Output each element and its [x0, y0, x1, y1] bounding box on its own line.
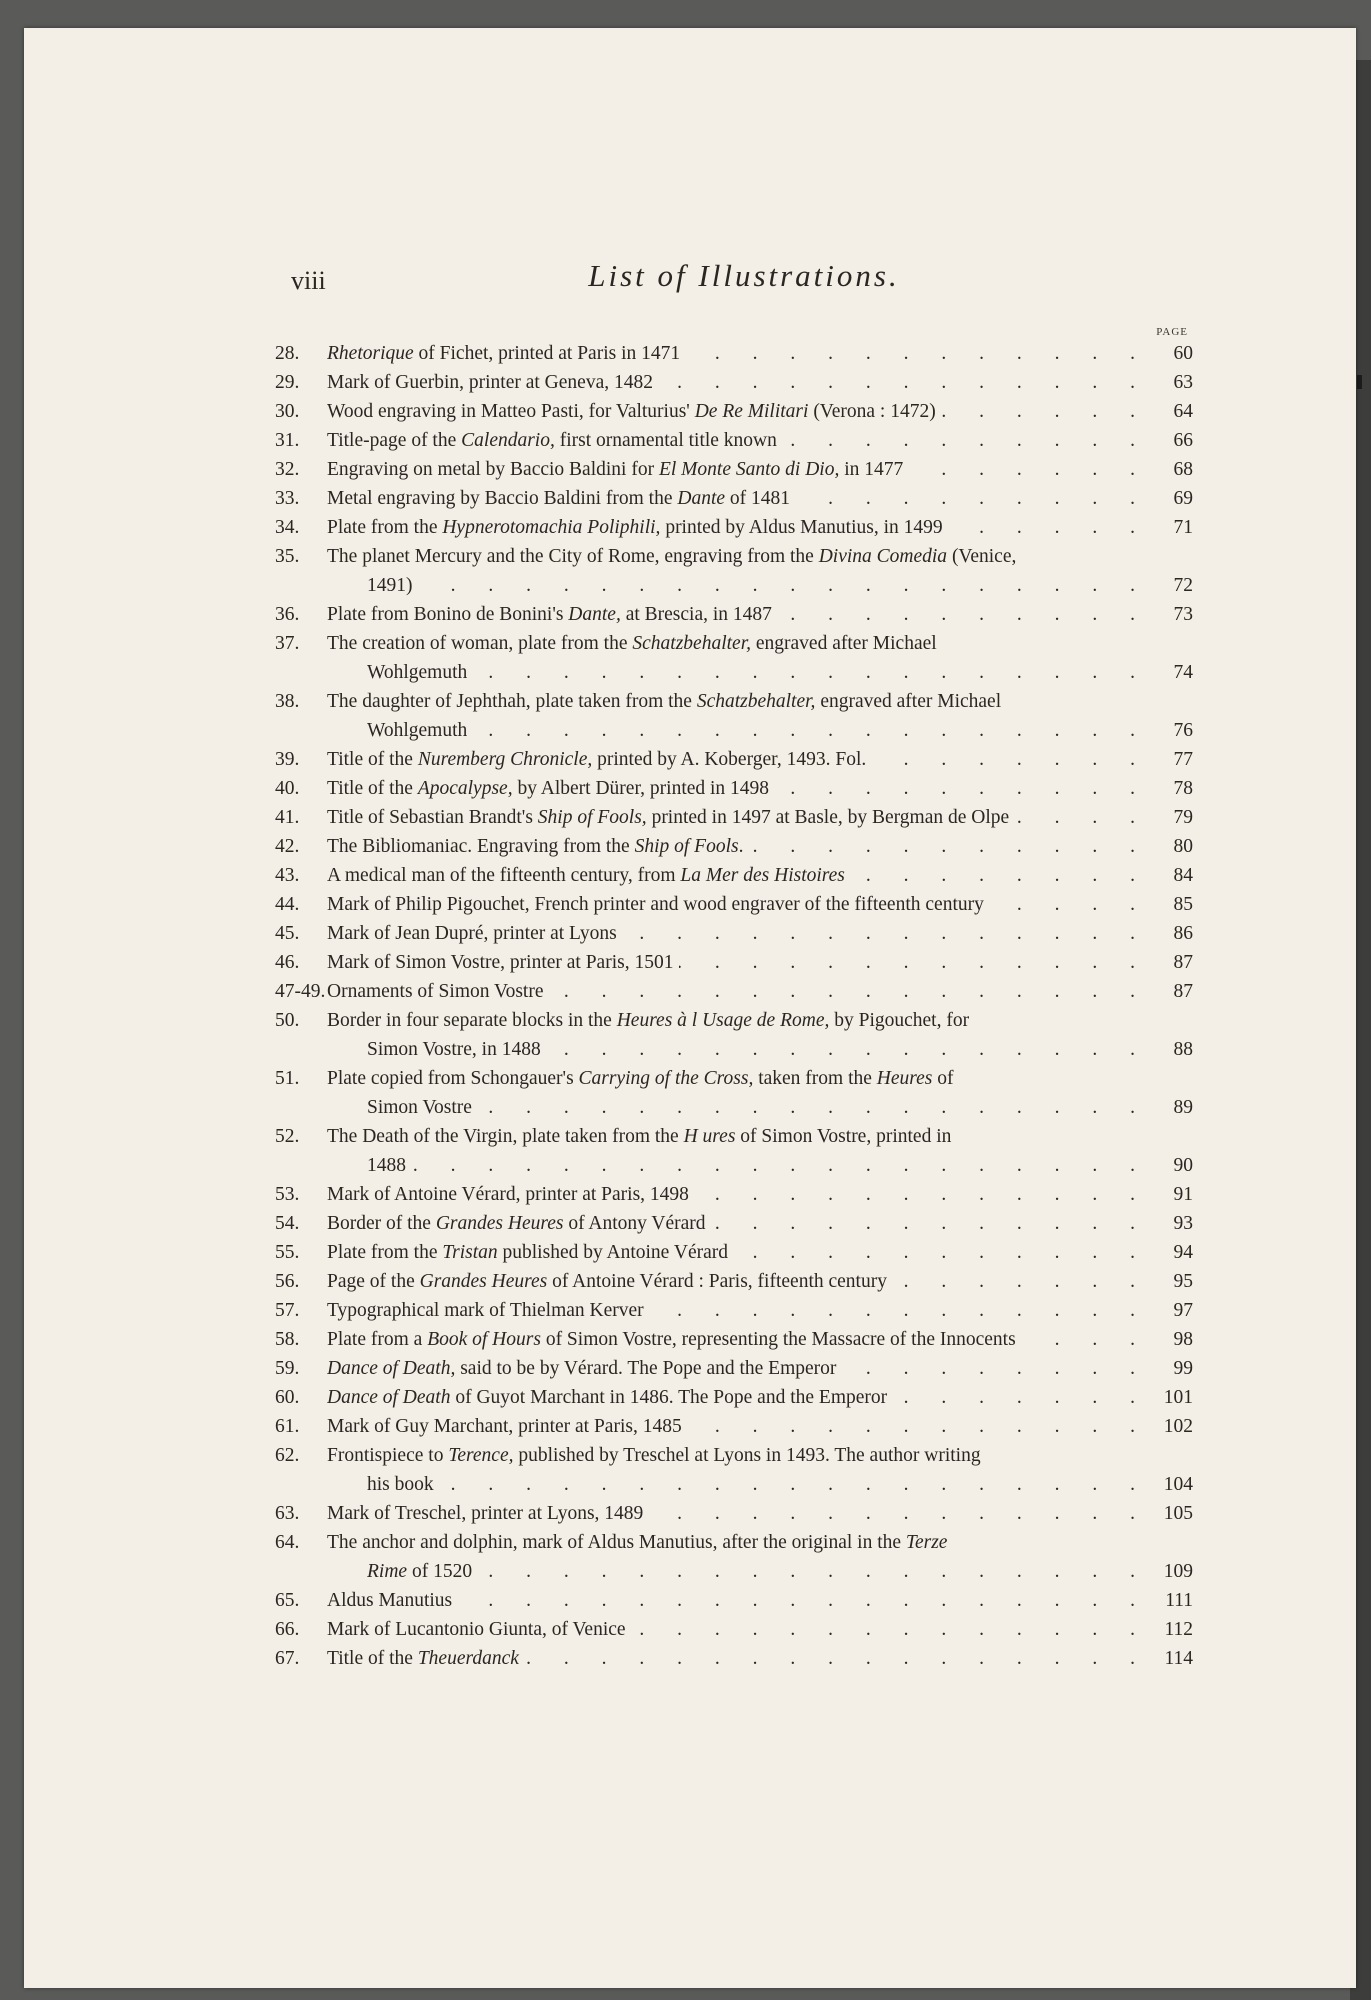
entry-line	[327, 1412, 1149, 1441]
list-item	[275, 1267, 1193, 1296]
entry-line	[327, 1441, 1149, 1470]
entry-number: 51.	[275, 1068, 300, 1089]
page-number: 101	[1163, 1387, 1193, 1408]
title-text: Heures	[876, 1068, 933, 1089]
title-text: Dante	[677, 488, 726, 509]
entry-line	[327, 890, 1149, 919]
entry-text: 1491)	[367, 575, 413, 596]
entry-line	[327, 339, 1149, 368]
list-item	[275, 948, 1193, 977]
entry-text: Mark of Guy Marchant, printer at Paris, 1485	[327, 1416, 682, 1437]
entry-number: 54.	[275, 1213, 300, 1234]
entry-text: Title of the	[327, 1648, 418, 1669]
page-number: 98	[1173, 1329, 1193, 1350]
page-title: List of Illustrations.	[588, 258, 900, 293]
entry-line	[327, 368, 1149, 397]
title-text: Apocalypse,	[417, 778, 513, 799]
entry-text: (Venice,	[947, 546, 1017, 567]
entry-text: Aldus Manutius	[327, 1590, 453, 1611]
entry-number: 35.	[275, 546, 300, 567]
entry-number: 57.	[275, 1300, 300, 1321]
entry-text: of Antony Vérard	[563, 1213, 706, 1234]
entry-text: his book	[367, 1474, 434, 1495]
entry-text: engraved after Michael	[815, 691, 1002, 712]
entry-number: 59.	[275, 1358, 300, 1379]
entry-line	[327, 629, 1149, 658]
list-item	[275, 977, 1193, 1006]
page-number: 77	[1173, 749, 1193, 770]
entry-text: Plate copied from Schongauer's	[327, 1068, 579, 1089]
entry-line	[327, 1006, 1149, 1035]
list-item	[275, 1586, 1193, 1615]
title-text: Schatzbehalter,	[696, 691, 816, 712]
page-number: 64	[1173, 401, 1193, 422]
entry-text: of Antoine Vérard : Paris, fifteenth century	[547, 1271, 887, 1292]
list-item	[275, 1412, 1193, 1441]
entry-text: Simon Vostre	[367, 1097, 472, 1118]
title-text: Schatzbehalter,	[632, 633, 751, 654]
entry-line	[327, 1586, 1149, 1615]
entry-line	[327, 832, 1149, 861]
entry-number: 43.	[275, 865, 300, 886]
title-text: Ship of Fools	[634, 836, 739, 857]
page-number: 66	[1173, 430, 1193, 451]
page-number: 63	[1173, 372, 1193, 393]
running-head	[291, 258, 1197, 308]
entry-number: 66.	[275, 1619, 300, 1640]
page-number: 74	[1173, 662, 1193, 683]
entry-text: (Verona : 1472)	[808, 401, 936, 422]
entry-text: Title-page of the	[327, 430, 462, 451]
entry-text: Typographical mark of Thielman Kerver	[327, 1300, 644, 1321]
entry-number: 34.	[275, 517, 300, 538]
entry-line	[327, 687, 1149, 716]
entry-text: of	[932, 1068, 954, 1089]
entry-text: printed in 1497 at Basle, by Bergman de Olpe	[646, 807, 1010, 828]
page-number: 86	[1173, 923, 1193, 944]
entry-number: 56.	[275, 1271, 300, 1292]
entry-line	[367, 1151, 1149, 1180]
title-text: Heures à l Usage de Rome,	[616, 1010, 830, 1031]
entry-line	[327, 774, 1149, 803]
list-item	[275, 426, 1193, 455]
title-text: Carrying of the Cross,	[578, 1068, 754, 1089]
entry-line	[327, 1615, 1149, 1644]
list-item	[275, 803, 1193, 832]
entry-text: published by Antoine Vérard	[497, 1242, 728, 1263]
title-text: Terze	[905, 1532, 948, 1553]
entry-text: Wohlgemuth	[367, 662, 468, 683]
entry-text: Mark of Philip Pigouchet, French printer and wood engraver of the fifteenth century	[327, 894, 984, 915]
entry-number: 46.	[275, 952, 300, 973]
entry-text: of Fichet, printed at Paris in 1471	[413, 343, 681, 364]
entry-text: Mark of Guerbin, printer at Geneva, 1482	[327, 372, 653, 393]
page-number: 87	[1173, 981, 1193, 1002]
entry-text: The planet Mercury and the City of Rome, engraving from the	[327, 546, 819, 567]
entry-number: 40.	[275, 778, 300, 799]
entry-text: Mark of Treschel, printer at Lyons, 1489	[327, 1503, 644, 1524]
entry-text: said to be by Vérard. The Pope and the Emperor	[455, 1358, 837, 1379]
title-text: De Re Militari	[694, 401, 809, 422]
entry-line	[367, 658, 1149, 687]
entry-line	[327, 426, 1149, 455]
entry-number: 38.	[275, 691, 300, 712]
page-number: 69	[1173, 488, 1193, 509]
page-number: 91	[1173, 1184, 1193, 1205]
entry-text: engraved after Michael	[751, 633, 937, 654]
list-item	[275, 1383, 1193, 1412]
list-item	[275, 861, 1193, 890]
entry-line	[327, 745, 1149, 774]
entry-number: 67.	[275, 1648, 300, 1669]
entry-text: Mark of Antoine Vérard, printer at Paris, 1498	[327, 1184, 689, 1205]
title-text: Terence,	[448, 1445, 514, 1466]
entry-line	[327, 1209, 1149, 1238]
entry-number: 28.	[275, 343, 300, 364]
entry-text: first ornamental title known	[554, 430, 777, 451]
entry-text: Title of the	[327, 778, 418, 799]
entry-text: Wohlgemuth	[367, 720, 468, 741]
entry-text: 1488	[367, 1155, 406, 1176]
list-item	[275, 397, 1193, 426]
entry-text: Frontispiece to	[327, 1445, 449, 1466]
list-item	[275, 1122, 1193, 1180]
list-item	[275, 1354, 1193, 1383]
entry-text: of 1481	[725, 488, 791, 509]
page-number: 102	[1163, 1416, 1193, 1437]
entry-number: 45.	[275, 923, 300, 944]
list-item	[275, 513, 1193, 542]
entry-number: 32.	[275, 459, 300, 480]
list-item	[275, 629, 1193, 687]
page-number: 84	[1173, 865, 1193, 886]
entry-line	[327, 1064, 1149, 1093]
entry-number: 63.	[275, 1503, 300, 1524]
entry-text: printed by Aldus Manutius, in 1499	[660, 517, 943, 538]
title-text: Dance of Death	[327, 1387, 451, 1408]
entry-number: 36.	[275, 604, 300, 625]
entry-text: Simon Vostre, in 1488	[367, 1039, 541, 1060]
entry-text: The anchor and dolphin, mark of Aldus Manutius, after the original in the	[327, 1532, 906, 1553]
entry-number: 65.	[275, 1590, 300, 1611]
title-text: Dante,	[568, 604, 621, 625]
list-item	[275, 1209, 1193, 1238]
entry-line	[327, 1325, 1149, 1354]
entry-number: 47-49.	[275, 981, 326, 1002]
entry-number: 29.	[275, 372, 300, 393]
list-item	[275, 542, 1193, 600]
entry-text: Plate from the	[327, 517, 443, 538]
entry-line	[367, 1035, 1149, 1064]
entry-text: Plate from a	[327, 1329, 428, 1350]
list-item	[275, 774, 1193, 803]
title-text: Calendario,	[461, 430, 555, 451]
list-item	[275, 1499, 1193, 1528]
title-text: El Monte Santo di Dio,	[658, 459, 840, 480]
entry-number: 64.	[275, 1532, 300, 1553]
entry-line	[327, 1644, 1149, 1673]
title-text: Book of Hours	[427, 1329, 541, 1350]
entry-line	[327, 861, 1149, 890]
entry-number: 58.	[275, 1329, 300, 1350]
folio: viii	[291, 266, 326, 295]
entry-text: Border in four separate blocks in the	[327, 1010, 617, 1031]
entry-text: Mark of Jean Dupré, printer at Lyons	[327, 923, 617, 944]
entry-number: 53.	[275, 1184, 300, 1205]
entry-line	[327, 455, 1149, 484]
entry-number: 33.	[275, 488, 300, 509]
page-number: 78	[1173, 778, 1193, 799]
page-number: 60	[1173, 343, 1193, 364]
entry-text: of Simon Vostre, representing the Massacre of the Innocents	[540, 1329, 1016, 1350]
entry-text: Mark of Simon Vostre, printer at Paris, 1501	[327, 952, 674, 973]
title-text: H ures	[683, 1126, 736, 1147]
list-item	[275, 1644, 1193, 1673]
page-number: 80	[1173, 836, 1193, 857]
entry-line	[327, 1180, 1149, 1209]
list-item	[275, 368, 1193, 397]
page-number: 97	[1173, 1300, 1193, 1321]
entry-text: by Pigouchet, for	[829, 1010, 970, 1031]
page-number: 68	[1173, 459, 1193, 480]
entry-number: 41.	[275, 807, 300, 828]
entry-number: 52.	[275, 1126, 300, 1147]
list-item	[275, 1006, 1193, 1064]
page-number: 89	[1173, 1097, 1193, 1118]
list-item	[275, 1441, 1193, 1499]
title-text: Divina Comedia	[818, 546, 948, 567]
entry-line	[327, 513, 1149, 542]
list-item	[275, 1325, 1193, 1354]
entry-text: by Albert Dürer, printed in 1498	[512, 778, 770, 799]
entry-text: Border of the	[327, 1213, 436, 1234]
entry-number: 60.	[275, 1387, 300, 1408]
page-marker	[1357, 375, 1362, 389]
entry-text: .	[738, 836, 744, 857]
entry-line	[367, 1470, 1149, 1499]
entry-line	[327, 600, 1149, 629]
entry-text: printed by A. Koberger, 1493. Fol.	[592, 749, 867, 770]
page-number: 73	[1173, 604, 1193, 625]
entry-line	[327, 1528, 1149, 1557]
list-item	[275, 745, 1193, 774]
entry-line	[367, 1557, 1149, 1586]
entry-text: of 1520	[407, 1561, 473, 1582]
entry-number: 61.	[275, 1416, 300, 1437]
entry-line	[327, 803, 1149, 832]
page-number: 90	[1173, 1155, 1193, 1176]
page-number: 71	[1173, 517, 1193, 538]
entry-line	[327, 484, 1149, 513]
entry-text: A medical man of the fifteenth century, from	[327, 865, 681, 886]
list-item	[275, 1064, 1193, 1122]
list-item	[275, 832, 1193, 861]
page-number: 88	[1173, 1039, 1193, 1060]
title-text: Ship of Fools,	[537, 807, 647, 828]
entry-line	[327, 1296, 1149, 1325]
entry-line	[327, 542, 1149, 571]
entry-number: 44.	[275, 894, 300, 915]
page-number: 76	[1173, 720, 1193, 741]
title-text: Rhetorique	[327, 343, 414, 364]
list-item	[275, 1528, 1193, 1586]
entry-line	[327, 1499, 1149, 1528]
list-item	[275, 687, 1193, 745]
entry-text: Title of Sebastian Brandt's	[327, 807, 538, 828]
page-number: 94	[1173, 1242, 1193, 1263]
entry-text: The Death of the Virgin, plate taken from the	[327, 1126, 684, 1147]
entry-text: Page of the	[327, 1271, 420, 1292]
list-item	[275, 600, 1193, 629]
entry-line	[327, 1354, 1149, 1383]
entry-text: at Brescia, in 1487	[620, 604, 772, 625]
page-number: 87	[1173, 952, 1193, 973]
entry-line	[327, 1267, 1149, 1296]
entry-text: of Guyot Marchant in 1486. The Pope and the Emperor	[450, 1387, 888, 1408]
entry-line	[367, 716, 1149, 745]
entry-text: Engraving on metal by Baccio Baldini for	[327, 459, 659, 480]
list-item	[275, 1238, 1193, 1267]
page-number: 93	[1173, 1213, 1193, 1234]
entry-line	[327, 948, 1149, 977]
entry-text: Wood engraving in Matteo Pasti, for Valturius'	[327, 401, 695, 422]
entry-line	[327, 1383, 1149, 1412]
entry-text: The Bibliomaniac. Engraving from the	[327, 836, 635, 857]
title-text: Theuerdanck	[417, 1648, 519, 1669]
list-item	[275, 455, 1193, 484]
entry-number: 50.	[275, 1010, 300, 1031]
page-number: 111	[1165, 1590, 1193, 1611]
title-text: Hypnerotomachia Poliphili,	[442, 517, 661, 538]
entry-line	[367, 1093, 1149, 1122]
list-item	[275, 484, 1193, 513]
entry-text: Plate from the	[327, 1242, 443, 1263]
entry-number: 39.	[275, 749, 300, 770]
page-number: 99	[1173, 1358, 1193, 1379]
illustrations-list	[275, 339, 1193, 1673]
page-number: 109	[1163, 1561, 1193, 1582]
entry-text: The creation of woman, plate from the	[327, 633, 633, 654]
entry-number: 30.	[275, 401, 300, 422]
entry-line	[327, 977, 1149, 1006]
page-number: 72	[1173, 575, 1193, 596]
entry-line	[327, 1238, 1149, 1267]
entry-line	[327, 397, 1149, 426]
list-item	[275, 339, 1193, 368]
entry-text: in 1477	[839, 459, 904, 480]
page-number: 95	[1173, 1271, 1193, 1292]
page-number: 114	[1164, 1648, 1193, 1669]
list-item	[275, 1180, 1193, 1209]
entry-text: Title of the	[327, 749, 418, 770]
entry-number: 31.	[275, 430, 300, 451]
entry-text: Metal engraving by Baccio Baldini from the	[327, 488, 678, 509]
list-item	[275, 890, 1193, 919]
page-number: 105	[1163, 1503, 1193, 1524]
entry-line	[327, 1122, 1149, 1151]
title-text: Grandes Heures	[435, 1213, 564, 1234]
page-column-label: PAGE	[1156, 326, 1188, 338]
title-text: Grandes Heures	[419, 1271, 548, 1292]
entry-number: 37.	[275, 633, 300, 654]
entry-number: 42.	[275, 836, 300, 857]
title-text: Tristan	[442, 1242, 498, 1263]
list-item	[275, 1296, 1193, 1325]
entry-text: Ornaments of Simon Vostre	[327, 981, 544, 1002]
entry-text: The daughter of Jephthah, plate taken from the	[327, 691, 697, 712]
title-text: Dance of Death,	[327, 1358, 456, 1379]
entry-line	[327, 919, 1149, 948]
page-number: 104	[1163, 1474, 1193, 1495]
title-text: La Mer des Histoires	[680, 865, 845, 886]
entry-text: Mark of Lucantonio Giunta, of Venice	[327, 1619, 626, 1640]
list-item	[275, 919, 1193, 948]
title-text: Nuremberg Chronicle,	[417, 749, 593, 770]
entry-text: published by Treschel at Lyons in 1493. The author writing	[513, 1445, 981, 1466]
page-number: 85	[1173, 894, 1193, 915]
entry-number: 62.	[275, 1445, 300, 1466]
title-text: Rime	[367, 1561, 408, 1582]
entry-number: 55.	[275, 1242, 300, 1263]
entry-text: of Simon Vostre, printed in	[735, 1126, 952, 1147]
entry-text: taken from the	[753, 1068, 877, 1089]
list-item	[275, 1615, 1193, 1644]
entry-text: Plate from Bonino de Bonini's	[327, 604, 569, 625]
entry-line	[367, 571, 1149, 600]
page-number: 79	[1173, 807, 1193, 828]
page-number: 112	[1164, 1619, 1193, 1640]
